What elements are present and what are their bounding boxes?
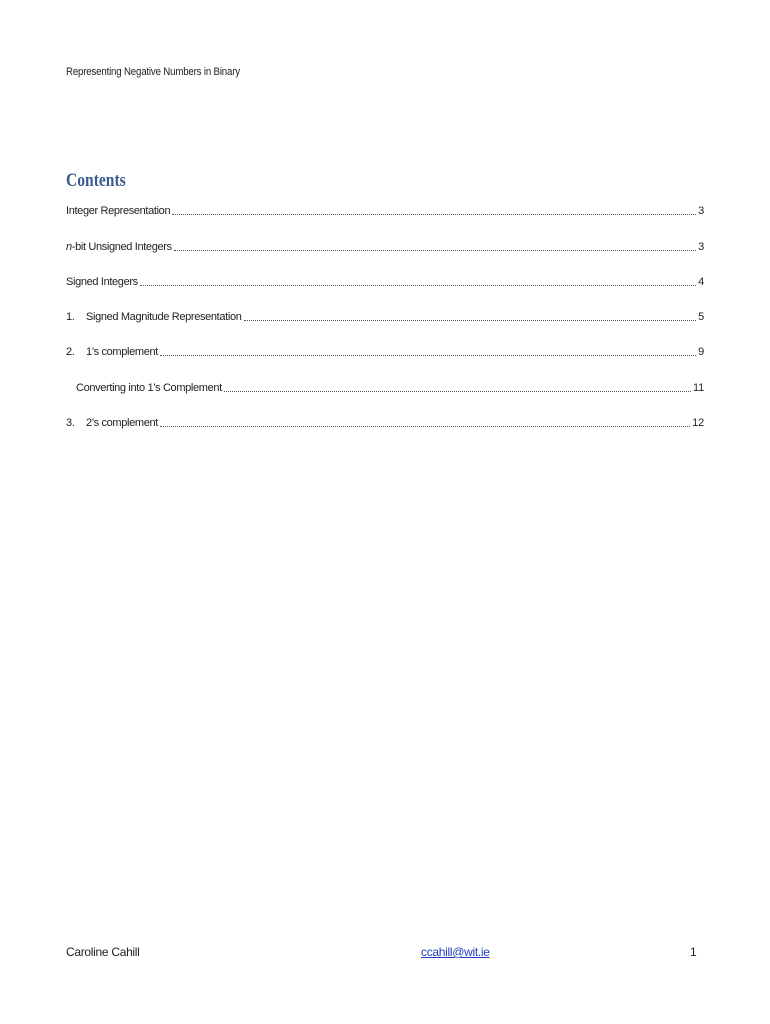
toc-entry-page: 11: [692, 382, 704, 394]
toc-entry-label: -bit Unsigned Integers: [71, 241, 172, 253]
toc-entry-page: 3: [698, 205, 704, 217]
toc-entry-page: 9: [698, 346, 704, 358]
toc-entry-number: 1.: [66, 311, 75, 323]
toc-entry-label: 1’s complement: [86, 346, 158, 358]
toc-entry-label: Signed Integers: [66, 276, 138, 288]
toc-dot-leader: [244, 320, 697, 321]
toc-entry-signed-magnitude[interactable]: [66, 308, 704, 324]
toc-entry-page: 3: [698, 241, 704, 253]
toc-entry-twos-complement[interactable]: [66, 414, 704, 430]
toc-entry-converting-ones-complement[interactable]: [66, 379, 704, 395]
toc-dot-leader: [172, 214, 696, 215]
toc-dot-leader: [160, 355, 696, 356]
toc-entry-number: 2.: [66, 346, 75, 358]
running-header: Representing Negative Numbers in Binary: [66, 66, 240, 78]
toc-entry-integer-representation[interactable]: [66, 202, 704, 218]
toc-entry-ones-complement[interactable]: [66, 343, 704, 359]
toc-entry-italic-prefix: n: [66, 241, 72, 253]
toc-dot-leader: [140, 285, 696, 286]
toc-entry-page: 4: [698, 276, 704, 288]
toc-dot-leader: [174, 250, 696, 251]
toc-dot-leader: [224, 391, 691, 392]
toc-dot-leader: [160, 426, 690, 427]
toc-entry-label: Integer Representation: [66, 205, 171, 217]
footer-author: Caroline Cahill: [66, 945, 140, 959]
toc-entry-number: 3.: [66, 417, 75, 429]
toc-entry-n-bit-unsigned-integers[interactable]: [66, 238, 704, 254]
toc-heading: Contents: [66, 170, 126, 191]
toc-entry-page: 12: [692, 417, 704, 429]
toc-entry-page: 5: [698, 311, 704, 323]
toc-entry-label: Signed Magnitude Representation: [86, 311, 242, 323]
footer-page-number: 1: [690, 945, 697, 959]
toc-entry-label: Converting into 1’s Complement: [76, 382, 222, 394]
footer-email-link[interactable]: ccahill@wit.ie: [421, 945, 490, 959]
toc-entry-label: 2’s complement: [86, 417, 158, 429]
toc-entry-signed-integers[interactable]: [66, 273, 704, 289]
